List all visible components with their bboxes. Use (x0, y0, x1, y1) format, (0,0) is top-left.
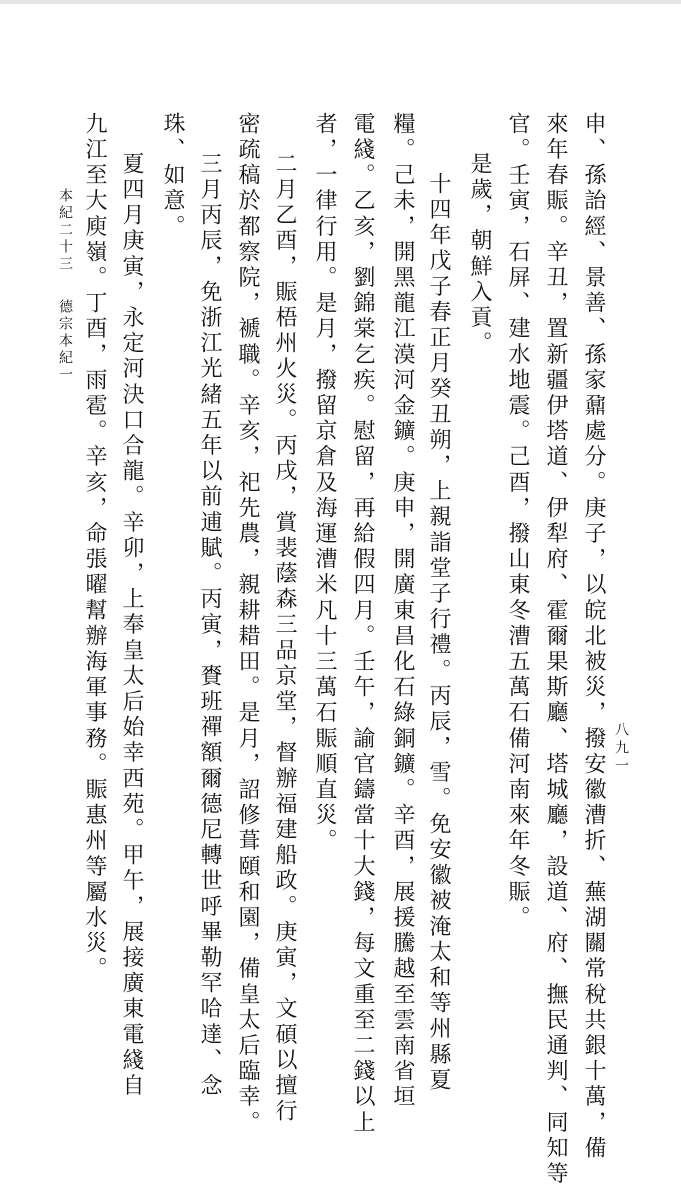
text-column-14: 九江至大庾嶺。丁酉，雨雹。辛亥，命張曜幫辦海軍事務。賑惠州等屬水災。 (82, 112, 107, 983)
text-column-9: 二月乙酉，賑梧州火災。丙戌，賞裴蔭森三品京堂，督辦福建船政。庚寅，文碩以擅行 (272, 152, 297, 1125)
text-column-12: 珠、如意。 (160, 112, 185, 240)
text-column-3: 官。壬寅，石屏、建水地震。己酉，撥山東冬漕五萬石備河南來年冬賑。 (505, 112, 530, 932)
text-column-7: 電綫。乙亥，劉錦棠乞疾。慰留，再給假四月。壬午，諭官鑄當十大錢，每文重至二錢以上 (350, 112, 375, 1136)
text-column-8: 者，一律行用。是月，撥留京倉及海運漕米凡十三萬石賑順直災。 (312, 112, 337, 855)
running-header (58, 188, 72, 384)
text-column-11: 三月丙辰，免浙江光緒五年以前逋賦。丙寅，賚班禪額爾德尼轉世呼畢勒罕哈達、念 (197, 152, 222, 1100)
text-column-2: 來年春賑。辛丑，置新疆伊塔道、伊犁府、霍爾果斯廳、塔城廳，設道、府、撫民通判、同知等 (543, 112, 568, 1187)
text-column-13: 夏四月庚寅，永定河決口合龍。辛卯，上奉皇太后始幸西苑。甲午，展接廣東電綫自 (119, 152, 144, 1100)
text-column-5: 十四年戊子春正月癸丑朔，上親詣堂子行禮。丙辰，雪。免安徽被淹太和等州縣夏 (426, 172, 451, 1094)
page-number: 八九一 (613, 722, 629, 776)
top-edge-shadow (0, 0, 681, 4)
text-column-1: 申、孫詒經、景善、孫家鼐處分。庚子，以皖北被災，撥安徽漕折、蕪湖關常稅共銀十萬，備 (581, 112, 606, 1162)
header-chapter: 德宗本紀一 (57, 299, 73, 384)
text-column-4: 是歲，朝鮮入貢。 (467, 152, 492, 357)
header-volume: 本紀二十三 (57, 188, 73, 273)
text-column-10: 密疏稿於都察院，褫職。辛亥，祀先農，親耕耤田。是月，詔修葺頤和園，備皇太后臨幸。 (235, 112, 260, 1136)
text-column-6: 糧。己未，開黑龍江漠河金鑛。庚申，開廣東昌化石綠銅鑛。辛酉，展援騰越至雲南省垣 (390, 112, 415, 1111)
